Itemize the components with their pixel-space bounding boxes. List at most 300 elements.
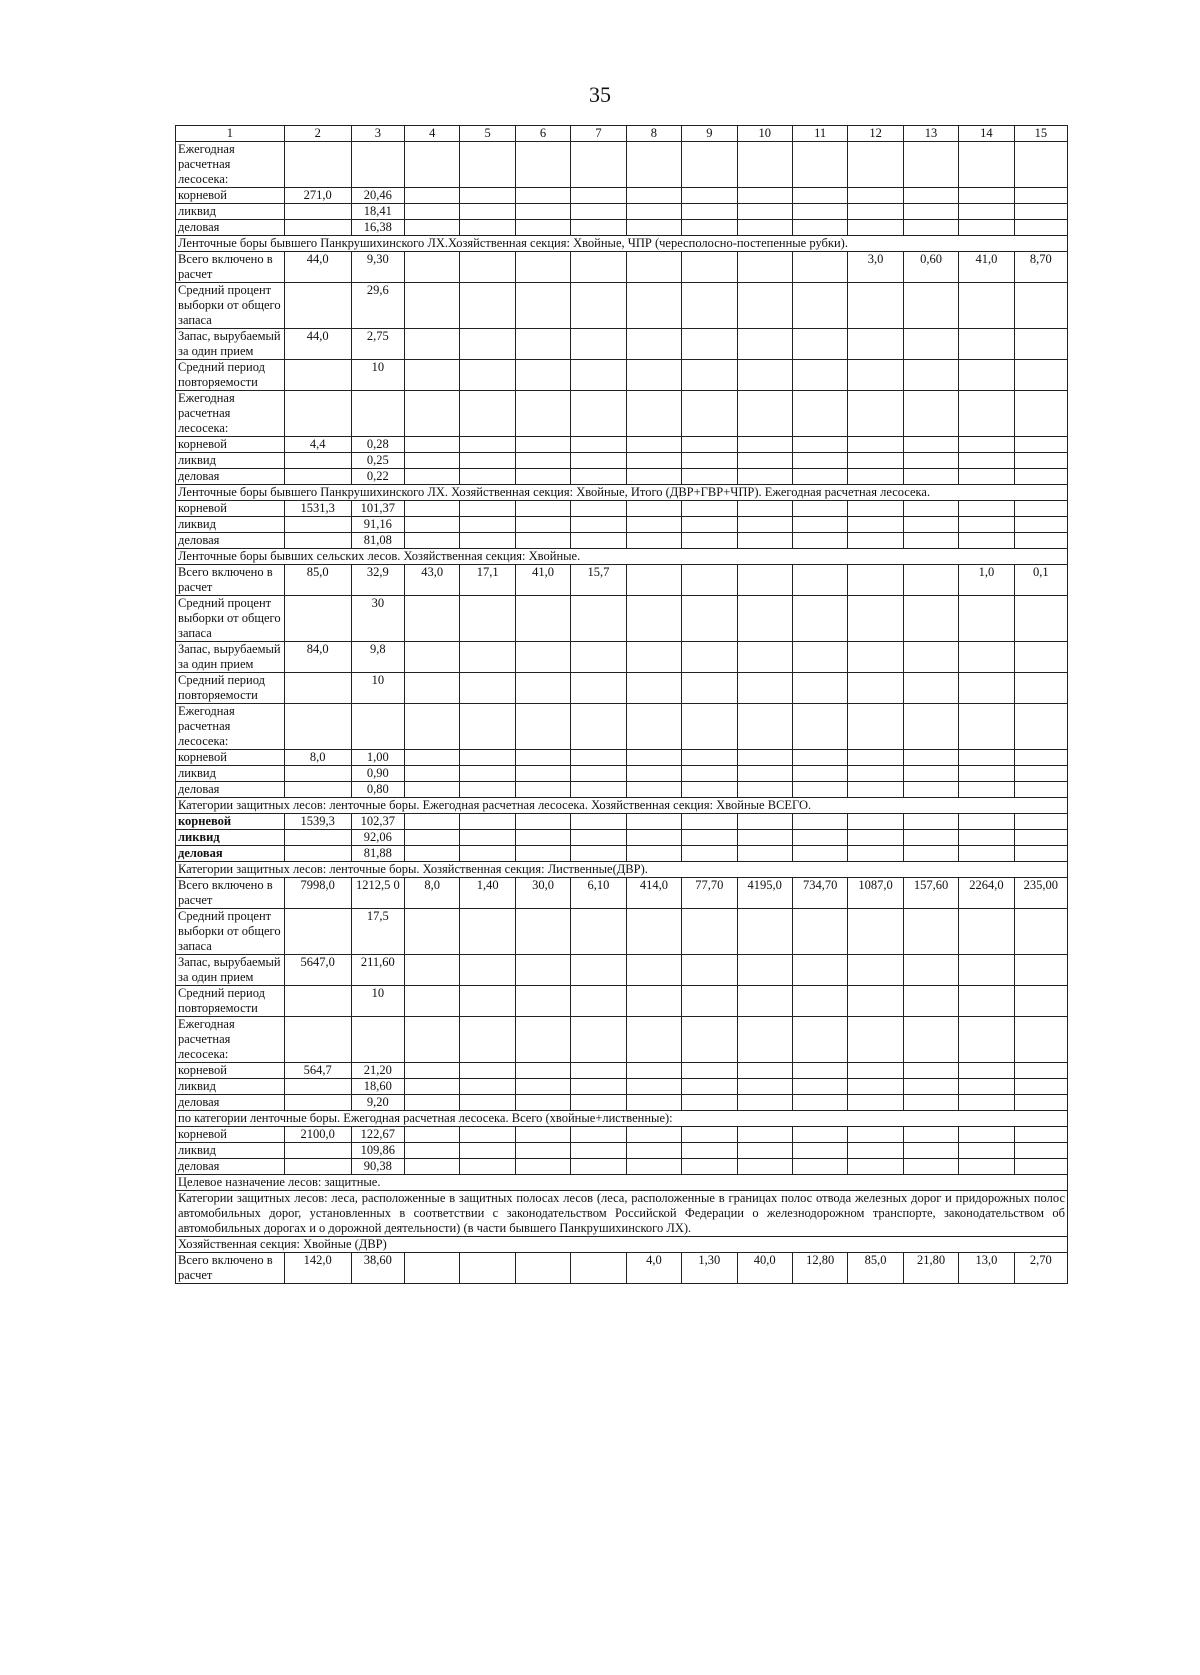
table-cell bbox=[737, 391, 792, 437]
row-label: Ежегодная расчетная лесосека: bbox=[176, 391, 285, 437]
table-cell bbox=[405, 501, 460, 517]
table-cell: 7998,0 bbox=[284, 878, 351, 909]
table-cell: 8,70 bbox=[1014, 252, 1067, 283]
table-cell bbox=[460, 360, 515, 391]
table-cell bbox=[1014, 188, 1067, 204]
table-cell bbox=[405, 750, 460, 766]
table-cell bbox=[571, 1127, 626, 1143]
row-label: деловая bbox=[176, 782, 285, 798]
table-cell bbox=[959, 909, 1014, 955]
table-cell bbox=[792, 437, 847, 453]
table-cell bbox=[792, 830, 847, 846]
table-cell bbox=[571, 750, 626, 766]
table-cell bbox=[682, 252, 737, 283]
table-cell bbox=[848, 766, 903, 782]
table-row bbox=[176, 750, 1068, 766]
table-row bbox=[176, 955, 1068, 986]
table-cell bbox=[792, 750, 847, 766]
table-cell bbox=[959, 469, 1014, 485]
table-cell: 18,41 bbox=[351, 204, 404, 220]
table-cell: 4,4 bbox=[284, 437, 351, 453]
row-label: Ежегодная расчетная лесосека: bbox=[176, 142, 285, 188]
table-cell bbox=[460, 469, 515, 485]
table-cell bbox=[903, 846, 958, 862]
table-cell bbox=[848, 565, 903, 596]
table-cell bbox=[1014, 329, 1067, 360]
table-cell bbox=[284, 533, 351, 549]
table-cell: 271,0 bbox=[284, 188, 351, 204]
section-heading-row bbox=[176, 798, 1068, 814]
table-cell bbox=[1014, 142, 1067, 188]
table-cell bbox=[682, 329, 737, 360]
table-cell bbox=[682, 846, 737, 862]
table-cell bbox=[626, 360, 681, 391]
row-label: ликвид bbox=[176, 830, 285, 846]
table-cell bbox=[792, 782, 847, 798]
table-cell bbox=[460, 782, 515, 798]
table-cell bbox=[903, 955, 958, 986]
table-row bbox=[176, 1095, 1068, 1111]
table-cell bbox=[792, 1095, 847, 1111]
table-cell: 2100,0 bbox=[284, 1127, 351, 1143]
row-label: деловая bbox=[176, 220, 285, 236]
table-cell: 10 bbox=[351, 986, 404, 1017]
column-number-header: 6 bbox=[515, 126, 570, 142]
table-cell bbox=[792, 766, 847, 782]
table-cell bbox=[515, 1253, 570, 1284]
table-cell bbox=[682, 1143, 737, 1159]
table-cell bbox=[903, 814, 958, 830]
table-cell bbox=[959, 283, 1014, 329]
table-cell bbox=[284, 596, 351, 642]
table-cell bbox=[284, 830, 351, 846]
column-number-header: 3 bbox=[351, 126, 404, 142]
table-cell bbox=[284, 453, 351, 469]
table-cell bbox=[959, 642, 1014, 673]
section-heading-row bbox=[176, 485, 1068, 501]
table-row bbox=[176, 142, 1068, 188]
table-cell bbox=[848, 1095, 903, 1111]
table-cell bbox=[903, 642, 958, 673]
table-cell bbox=[284, 704, 351, 750]
table-cell bbox=[903, 204, 958, 220]
table-cell bbox=[571, 1159, 626, 1175]
table-cell: 81,88 bbox=[351, 846, 404, 862]
table-cell bbox=[571, 437, 626, 453]
table-cell bbox=[515, 750, 570, 766]
table-cell bbox=[959, 750, 1014, 766]
table-cell bbox=[626, 1079, 681, 1095]
table-cell: 18,60 bbox=[351, 1079, 404, 1095]
table-cell bbox=[792, 814, 847, 830]
row-label: корневой bbox=[176, 1063, 285, 1079]
table-cell: 8,0 bbox=[405, 878, 460, 909]
table-cell bbox=[626, 283, 681, 329]
table-cell bbox=[903, 283, 958, 329]
table-cell bbox=[848, 517, 903, 533]
table-cell bbox=[515, 596, 570, 642]
table-cell: 0,1 bbox=[1014, 565, 1067, 596]
table-cell bbox=[959, 329, 1014, 360]
table-cell bbox=[848, 750, 903, 766]
table-cell bbox=[515, 453, 570, 469]
table-cell bbox=[626, 1159, 681, 1175]
table-cell bbox=[682, 1127, 737, 1143]
table-cell bbox=[284, 360, 351, 391]
table-cell bbox=[737, 1095, 792, 1111]
table-cell bbox=[737, 360, 792, 391]
table-cell bbox=[848, 469, 903, 485]
table-cell bbox=[792, 596, 847, 642]
column-number-header: 10 bbox=[737, 126, 792, 142]
table-cell bbox=[959, 1095, 1014, 1111]
table-cell bbox=[515, 469, 570, 485]
table-cell bbox=[959, 437, 1014, 453]
table-cell bbox=[737, 1127, 792, 1143]
table-cell bbox=[737, 501, 792, 517]
table-cell bbox=[460, 830, 515, 846]
table-cell bbox=[626, 766, 681, 782]
table-cell: 0,90 bbox=[351, 766, 404, 782]
row-label: ликвид bbox=[176, 766, 285, 782]
table-cell bbox=[903, 391, 958, 437]
table-cell: 1,00 bbox=[351, 750, 404, 766]
table-cell bbox=[626, 830, 681, 846]
table-cell: 10 bbox=[351, 360, 404, 391]
table-cell bbox=[460, 533, 515, 549]
table-cell bbox=[626, 955, 681, 986]
row-label: деловая bbox=[176, 533, 285, 549]
table-cell bbox=[284, 204, 351, 220]
table-cell bbox=[571, 283, 626, 329]
table-cell bbox=[792, 642, 847, 673]
table-cell: 9,8 bbox=[351, 642, 404, 673]
table-row bbox=[176, 1079, 1068, 1095]
table-row bbox=[176, 437, 1068, 453]
section-heading: Ленточные боры бывшего Панкрушихинского ЛХ. Хозяйственная секция: Хвойные, Итого (ДВР+ГВР+ЧПР). Ежегодная расчетная лесосека. bbox=[176, 485, 1068, 501]
table-cell bbox=[571, 1063, 626, 1079]
table-cell bbox=[626, 673, 681, 704]
table-cell bbox=[848, 453, 903, 469]
table-cell bbox=[571, 391, 626, 437]
table-cell bbox=[405, 1017, 460, 1063]
table-cell bbox=[682, 517, 737, 533]
table-cell bbox=[848, 533, 903, 549]
table-cell: 29,6 bbox=[351, 283, 404, 329]
table-cell: 109,86 bbox=[351, 1143, 404, 1159]
table-cell bbox=[626, 642, 681, 673]
table-cell bbox=[626, 220, 681, 236]
table-cell: 21,20 bbox=[351, 1063, 404, 1079]
table-cell bbox=[848, 596, 903, 642]
table-cell: 564,7 bbox=[284, 1063, 351, 1079]
table-cell: 1,0 bbox=[959, 565, 1014, 596]
table-cell: 84,0 bbox=[284, 642, 351, 673]
table-cell bbox=[515, 437, 570, 453]
table-cell bbox=[1014, 1079, 1067, 1095]
table-cell bbox=[737, 704, 792, 750]
table-cell bbox=[959, 501, 1014, 517]
row-label: Ежегодная расчетная лесосека: bbox=[176, 1017, 285, 1063]
table-cell bbox=[626, 846, 681, 862]
table-cell bbox=[460, 1253, 515, 1284]
table-cell bbox=[737, 533, 792, 549]
table-cell bbox=[571, 909, 626, 955]
table-cell: 0,22 bbox=[351, 469, 404, 485]
table-cell bbox=[515, 846, 570, 862]
table-cell bbox=[682, 673, 737, 704]
table-cell bbox=[626, 596, 681, 642]
table-row bbox=[176, 1127, 1068, 1143]
table-cell bbox=[405, 909, 460, 955]
table-cell bbox=[1014, 204, 1067, 220]
table-cell bbox=[626, 142, 681, 188]
table-cell bbox=[903, 453, 958, 469]
table-cell bbox=[792, 986, 847, 1017]
table-cell bbox=[737, 642, 792, 673]
table-cell bbox=[571, 704, 626, 750]
table-cell bbox=[959, 955, 1014, 986]
table-cell bbox=[1014, 1143, 1067, 1159]
table-cell bbox=[1014, 501, 1067, 517]
table-row bbox=[176, 814, 1068, 830]
table-cell bbox=[515, 517, 570, 533]
table-cell bbox=[848, 437, 903, 453]
table-cell bbox=[626, 814, 681, 830]
table-cell: 77,70 bbox=[682, 878, 737, 909]
table-row bbox=[176, 642, 1068, 673]
table-cell bbox=[682, 704, 737, 750]
table-cell bbox=[626, 1017, 681, 1063]
table-cell bbox=[959, 391, 1014, 437]
table-cell bbox=[571, 204, 626, 220]
section-heading: по категории ленточные боры. Ежегодная расчетная лесосека. Всего (хвойные+лиственные): bbox=[176, 1111, 1068, 1127]
table-cell bbox=[571, 469, 626, 485]
table-cell: 102,37 bbox=[351, 814, 404, 830]
table-row bbox=[176, 1143, 1068, 1159]
table-cell bbox=[405, 1159, 460, 1175]
table-cell: 21,80 bbox=[903, 1253, 958, 1284]
table-cell bbox=[405, 283, 460, 329]
table-cell bbox=[959, 596, 1014, 642]
table-cell bbox=[959, 1127, 1014, 1143]
table-cell bbox=[792, 517, 847, 533]
table-cell bbox=[737, 453, 792, 469]
table-cell bbox=[682, 533, 737, 549]
table-row bbox=[176, 704, 1068, 750]
section-heading-row bbox=[176, 1237, 1068, 1253]
table-cell bbox=[626, 501, 681, 517]
table-cell bbox=[515, 1063, 570, 1079]
column-number-header: 2 bbox=[284, 126, 351, 142]
table-cell bbox=[626, 533, 681, 549]
section-heading-row bbox=[176, 1175, 1068, 1191]
table-cell bbox=[903, 565, 958, 596]
table-cell bbox=[284, 283, 351, 329]
table-cell bbox=[515, 1017, 570, 1063]
table-cell bbox=[1014, 1017, 1067, 1063]
table-cell: 101,37 bbox=[351, 501, 404, 517]
table-cell bbox=[737, 1079, 792, 1095]
section-heading: Ленточные боры бывшего Панкрушихинского ЛХ.Хозяйственная секция: Хвойные, ЧПР (чересполосно-постепенные рубки). bbox=[176, 236, 1068, 252]
table-cell bbox=[737, 437, 792, 453]
table-cell bbox=[571, 453, 626, 469]
table-cell bbox=[792, 909, 847, 955]
table-cell bbox=[1014, 533, 1067, 549]
table-cell bbox=[903, 1159, 958, 1175]
table-cell bbox=[405, 517, 460, 533]
column-number-header: 14 bbox=[959, 126, 1014, 142]
table-row bbox=[176, 252, 1068, 283]
table-cell: 5647,0 bbox=[284, 955, 351, 986]
table-cell bbox=[284, 1017, 351, 1063]
table-cell: 40,0 bbox=[737, 1253, 792, 1284]
table-cell bbox=[903, 469, 958, 485]
table-cell: 1,30 bbox=[682, 1253, 737, 1284]
table-cell bbox=[682, 142, 737, 188]
table-cell bbox=[959, 1143, 1014, 1159]
table-cell bbox=[460, 955, 515, 986]
table-cell bbox=[959, 220, 1014, 236]
table-cell bbox=[848, 846, 903, 862]
table-cell bbox=[959, 188, 1014, 204]
table-row bbox=[176, 204, 1068, 220]
table-cell bbox=[515, 501, 570, 517]
table-cell bbox=[848, 955, 903, 986]
table-row bbox=[176, 878, 1068, 909]
table-cell bbox=[515, 1143, 570, 1159]
table-cell bbox=[515, 188, 570, 204]
table-cell bbox=[571, 1143, 626, 1159]
table-cell bbox=[848, 986, 903, 1017]
table-row bbox=[176, 986, 1068, 1017]
table-cell bbox=[460, 437, 515, 453]
table-row bbox=[176, 596, 1068, 642]
table-cell bbox=[405, 142, 460, 188]
table-cell bbox=[903, 766, 958, 782]
table-cell bbox=[682, 1095, 737, 1111]
table-cell bbox=[903, 220, 958, 236]
table-cell: 4,0 bbox=[626, 1253, 681, 1284]
table-cell bbox=[515, 1079, 570, 1095]
table-cell bbox=[959, 142, 1014, 188]
table-cell bbox=[460, 1079, 515, 1095]
table-cell bbox=[405, 673, 460, 704]
table-cell bbox=[515, 704, 570, 750]
table-cell bbox=[737, 1017, 792, 1063]
table-cell bbox=[284, 673, 351, 704]
table-cell bbox=[626, 750, 681, 766]
table-cell bbox=[682, 782, 737, 798]
table-cell bbox=[848, 220, 903, 236]
table-cell bbox=[848, 909, 903, 955]
table-cell: 414,0 bbox=[626, 878, 681, 909]
table-cell bbox=[460, 283, 515, 329]
table-cell: 10 bbox=[351, 673, 404, 704]
table-cell bbox=[460, 814, 515, 830]
table-cell bbox=[959, 1063, 1014, 1079]
table-cell bbox=[1014, 909, 1067, 955]
table-cell bbox=[626, 252, 681, 283]
table-cell bbox=[284, 1079, 351, 1095]
table-row bbox=[176, 782, 1068, 798]
table-cell bbox=[959, 533, 1014, 549]
table-cell bbox=[1014, 814, 1067, 830]
table-cell bbox=[792, 1079, 847, 1095]
table-cell bbox=[460, 329, 515, 360]
table-cell bbox=[515, 642, 570, 673]
table-cell: 1087,0 bbox=[848, 878, 903, 909]
page-number: 35 bbox=[589, 82, 611, 107]
table-cell bbox=[405, 469, 460, 485]
table-cell bbox=[460, 517, 515, 533]
table-cell bbox=[792, 188, 847, 204]
table-cell bbox=[682, 437, 737, 453]
section-heading: Категории защитных лесов: ленточные боры. Ежегодная расчетная лесосека. Хозяйственная секция: Хвойные ВСЕГО. bbox=[176, 798, 1068, 814]
table-cell bbox=[848, 1079, 903, 1095]
table-cell: 92,06 bbox=[351, 830, 404, 846]
row-label: корневой bbox=[176, 437, 285, 453]
table-cell bbox=[284, 766, 351, 782]
table-cell bbox=[682, 1159, 737, 1175]
table-cell bbox=[571, 846, 626, 862]
table-cell: 157,60 bbox=[903, 878, 958, 909]
table-row bbox=[176, 565, 1068, 596]
row-label: корневой bbox=[176, 501, 285, 517]
table-cell bbox=[460, 673, 515, 704]
section-heading: Категории защитных лесов: ленточные боры. Хозяйственная секция: Лиственные(ДВР). bbox=[176, 862, 1068, 878]
table-cell bbox=[959, 704, 1014, 750]
table-cell bbox=[792, 846, 847, 862]
table-cell bbox=[903, 704, 958, 750]
table-cell bbox=[959, 1079, 1014, 1095]
table-cell bbox=[284, 986, 351, 1017]
table-cell: 81,08 bbox=[351, 533, 404, 549]
table-cell bbox=[571, 782, 626, 798]
table-cell bbox=[903, 1079, 958, 1095]
table-cell bbox=[515, 204, 570, 220]
table-cell: 4195,0 bbox=[737, 878, 792, 909]
table-cell: 235,00 bbox=[1014, 878, 1067, 909]
column-number-header: 12 bbox=[848, 126, 903, 142]
table-cell: 0,80 bbox=[351, 782, 404, 798]
table-cell bbox=[848, 782, 903, 798]
table-cell bbox=[626, 1143, 681, 1159]
table-cell bbox=[903, 1143, 958, 1159]
row-label: Средний процент выборки от общего запаса bbox=[176, 596, 285, 642]
table-cell bbox=[626, 782, 681, 798]
column-number-header: 8 bbox=[626, 126, 681, 142]
table-cell bbox=[737, 142, 792, 188]
table-row bbox=[176, 673, 1068, 704]
row-label: корневой bbox=[176, 188, 285, 204]
table-cell bbox=[737, 329, 792, 360]
table-cell bbox=[737, 750, 792, 766]
table-row bbox=[176, 501, 1068, 517]
table-cell bbox=[792, 1159, 847, 1175]
table-cell bbox=[515, 782, 570, 798]
table-cell bbox=[284, 1095, 351, 1111]
table-cell: 91,16 bbox=[351, 517, 404, 533]
table-cell bbox=[571, 596, 626, 642]
table-cell bbox=[1014, 704, 1067, 750]
table-cell bbox=[284, 220, 351, 236]
table-row bbox=[176, 220, 1068, 236]
table-cell bbox=[1014, 673, 1067, 704]
table-cell: 211,60 bbox=[351, 955, 404, 986]
section-heading: Категории защитных лесов: леса, расположенные в защитных полосах лесов (леса, расположенные в границах полос отвода железных дорог и придорожных полос автомобильных дорог, установленных в соответствии с законодательством Российской Федерации о железнодорожном транспорте, законодательством об автомобильных дорогах и о дорожной деятельности) (в части бывшего Панкрушихинского ЛХ). bbox=[176, 1191, 1068, 1237]
section-heading-row bbox=[176, 1111, 1068, 1127]
